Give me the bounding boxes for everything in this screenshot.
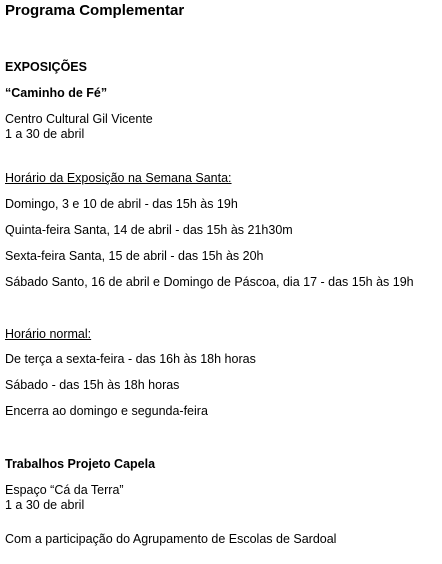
page-title: Programa Complementar: [5, 2, 185, 19]
project-heading: Trabalhos Projeto Capela: [5, 457, 156, 471]
project-venue: Espaço “Cá da Terra”: [5, 483, 124, 497]
normal-hours-item: De terça a sexta-feira - das 16h às 18h horas: [5, 352, 256, 366]
holy-week-item: Quinta-feira Santa, 14 de abril - das 15h às 21h30m: [5, 223, 293, 237]
normal-hours-item: Sábado - das 15h às 18h horas: [5, 378, 180, 392]
holy-week-item: Sábado Santo, 16 de abril e Domingo de Páscoa, dia 17 - das 15h às 19h: [5, 275, 414, 289]
exhibition-dates: 1 a 30 de abril: [5, 127, 85, 141]
exhibition-name: “Caminho de Fé”: [5, 86, 108, 100]
exhibitions-heading: EXPOSIÇÕES: [5, 60, 87, 74]
exhibition-venue: Centro Cultural Gil Vicente: [5, 112, 153, 126]
project-note: Com a participação do Agrupamento de Escolas de Sardoal: [5, 532, 337, 546]
holy-week-heading: Horário da Exposição na Semana Santa:: [5, 171, 232, 185]
normal-hours-heading: Horário normal:: [5, 327, 92, 341]
holy-week-item: Sexta-feira Santa, 15 de abril - das 15h às 20h: [5, 249, 264, 263]
holy-week-item: Domingo, 3 e 10 de abril - das 15h às 19h: [5, 197, 238, 211]
project-dates: 1 a 30 de abril: [5, 498, 85, 512]
normal-hours-item: Encerra ao domingo e segunda-feira: [5, 404, 208, 418]
